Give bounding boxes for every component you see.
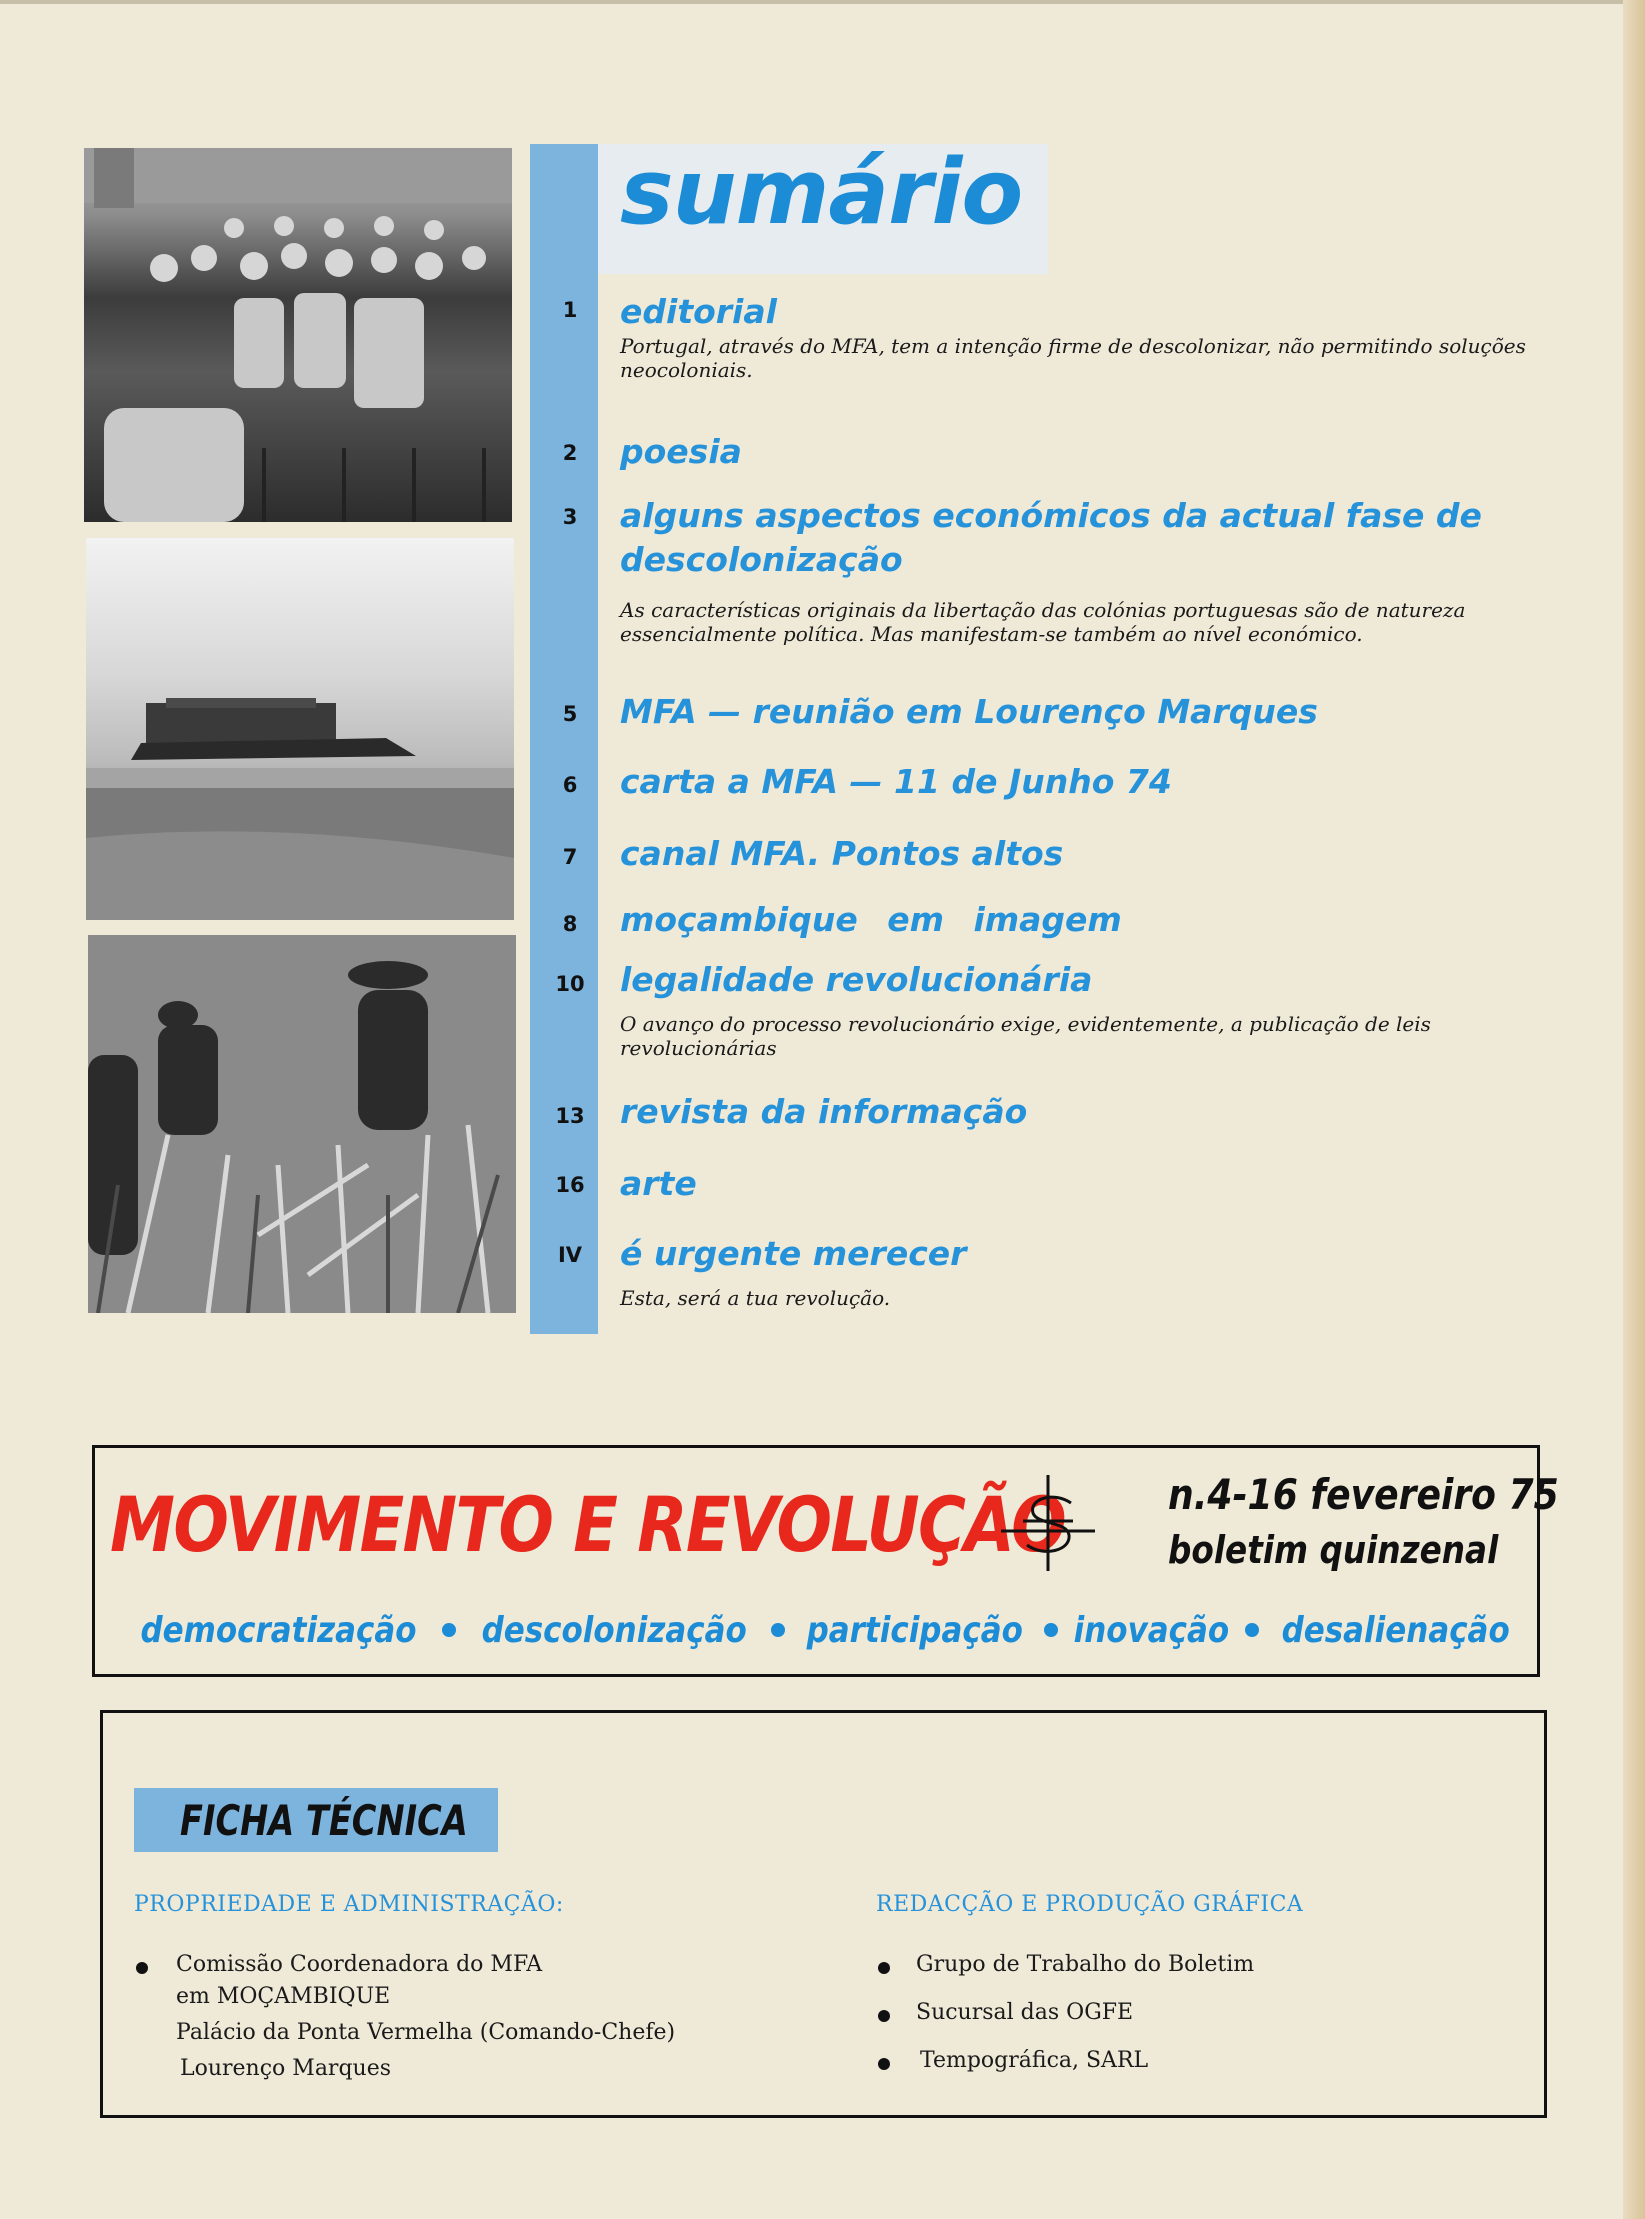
- toc-page-number: 6: [562, 773, 578, 797]
- production-line: Tempográfica, SARL: [920, 2048, 1149, 2073]
- publication-subtitle: boletim quinzenal: [1168, 1528, 1499, 1572]
- toc-title: editorial: [620, 292, 777, 331]
- toc-title: alguns aspectos económicos da actual fase de descolonização: [620, 496, 1482, 579]
- bullet-dot: [878, 2010, 890, 2022]
- bullet-dot: [771, 1623, 785, 1637]
- toc-title: revista da informação: [620, 1092, 1028, 1131]
- emblem-icon: [993, 1473, 1103, 1573]
- production-line: Sucursal das OGFE: [916, 2000, 1134, 2025]
- slogan: participação: [806, 1609, 1023, 1651]
- toc-page-number: 8: [562, 912, 578, 936]
- publication-title: MOVIMENTO E REVOLUÇÃO: [110, 1480, 1065, 1569]
- photo-fortress-island: [86, 538, 514, 920]
- toc-page-number: 5: [562, 702, 578, 726]
- ownership-line: Comissão Coordenadora do MFA: [176, 1952, 543, 1977]
- toc-page-number: 1: [562, 298, 578, 322]
- issue-info: n.4-16 fevereiro 75: [1168, 1470, 1559, 1519]
- toc-page-number: 3: [562, 505, 578, 529]
- toc-description: Portugal, através do MFA, tem a intenção firme de descolonizar, não permitindo soluções neocoloniais.: [620, 334, 1526, 382]
- toc-page-number: 7: [562, 845, 578, 869]
- ownership-line: em MOÇAMBIQUE: [176, 1984, 391, 2009]
- contents-heading: sumário: [620, 140, 1023, 245]
- toc-page-number: IV: [557, 1243, 583, 1267]
- page-right-edge: [1623, 0, 1645, 2219]
- slogan: democratização: [140, 1609, 417, 1651]
- bullet-dot: [878, 2058, 890, 2070]
- toc-page-number: 10: [555, 972, 585, 996]
- toc-page-number: 2: [562, 441, 578, 465]
- toc-title: poesia: [620, 432, 742, 471]
- toc-title: moçambique em imagem: [620, 900, 1122, 939]
- bullet-dot: [1245, 1623, 1259, 1637]
- toc-title: arte: [620, 1164, 697, 1203]
- production-heading: REDACÇÃO E PRODUÇÃO GRÁFICA: [876, 1892, 1304, 1917]
- contents-color-band: [530, 144, 598, 1334]
- toc-title: MFA — reunião em Lourenço Marques: [620, 692, 1318, 731]
- slogan: desalienação: [1281, 1609, 1510, 1651]
- ownership-line: Lourenço Marques: [180, 2056, 392, 2081]
- toc-title: canal MFA. Pontos altos: [620, 834, 1064, 873]
- toc-page-number: 13: [555, 1104, 585, 1128]
- toc-title: legalidade revolucionária: [620, 960, 1093, 999]
- toc-description: Esta, será a tua revolução.: [620, 1286, 891, 1310]
- bullet-dot: [1044, 1623, 1058, 1637]
- bullet-dot: [878, 1962, 890, 1974]
- photo-field-workers: [88, 935, 516, 1313]
- toc-description: O avanço do processo revolucionário exige, evidentemente, a publicação de leis revolucionárias: [620, 1012, 1431, 1060]
- toc-title: é urgente merecer: [620, 1234, 967, 1273]
- page-top-edge: [0, 0, 1645, 4]
- bullet-dot: [136, 1962, 148, 1974]
- photo-meeting-audience: [84, 148, 512, 522]
- production-line: Grupo de Trabalho do Boletim: [916, 1952, 1255, 1977]
- toc-page-number: 16: [555, 1173, 585, 1197]
- slogan: descolonização: [481, 1609, 747, 1651]
- toc-description: As características originais da libertação das colónias portuguesas são de natureza essencialmente política. Mas manifestam-se também ao nível económico.: [620, 598, 1466, 646]
- slogan: inovação: [1073, 1609, 1230, 1651]
- slogan-row: [118, 1600, 1528, 1660]
- ownership-heading: PROPRIEDADE E ADMINISTRAÇÃO:: [134, 1892, 564, 1917]
- ownership-line: Palácio da Ponta Vermelha (Comando-Chefe): [176, 2020, 676, 2045]
- toc-title: carta a MFA — 11 de Junho 74: [620, 762, 1172, 801]
- bullet-dot: [442, 1623, 456, 1637]
- technical-info-title: FICHA TÉCNICA: [180, 1796, 468, 1845]
